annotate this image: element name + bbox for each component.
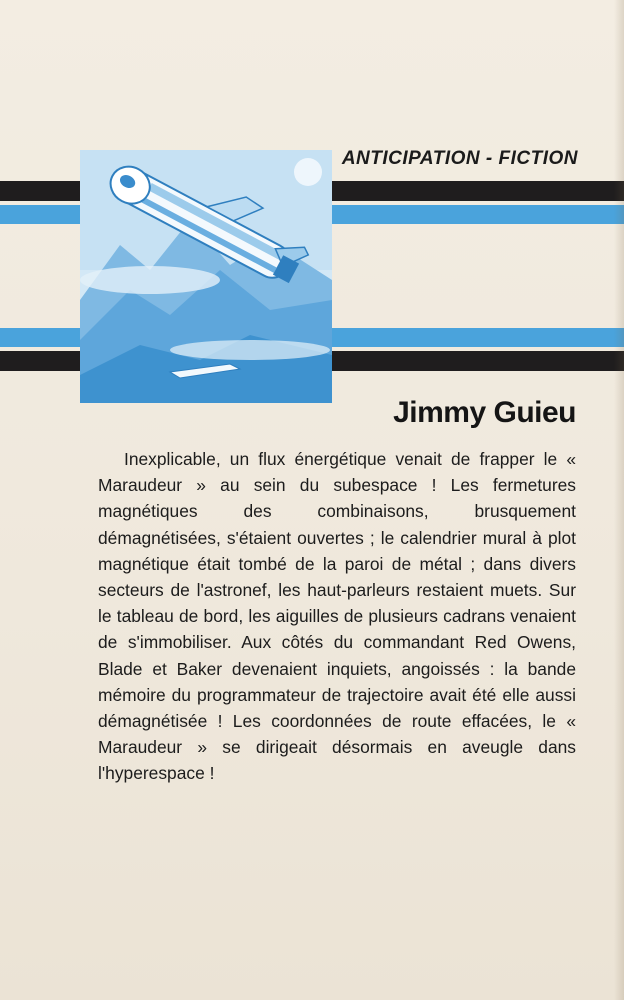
page-edge-shadow (614, 0, 624, 1000)
spaceship-illustration (80, 150, 332, 403)
blurb-text: Inexplicable, un flux énergétique venait de frapper le « Maraudeur » au sein du subespace ! Les fermetures magnétiques des combinaisons, brusquement démagnétisées, s'étaient ouvertes ; le calendrier mural à plot magnétique était tombé de la paroi de métal ; dans divers secteurs de l'astronef, les haut-parleurs restaient muets. Sur le tableau de bord, les aiguilles de plusieurs cadrans venaient de s'immobiliser. Aux côtés du commandant Red Owens, Blade et Baker devenaient inquiets, angoissés : la bande mémoire du programmateur de trajectoire avait été elle aussi démagnétisée ! Les coordonnées de route effacées, le « Maraudeur » se dirigeait désormais en aveugle dans l'hyperespace ! (98, 449, 576, 784)
series-title: ANTICIPATION - FICTION (341, 148, 578, 169)
author-name: Jimmy Guieu (393, 396, 576, 429)
